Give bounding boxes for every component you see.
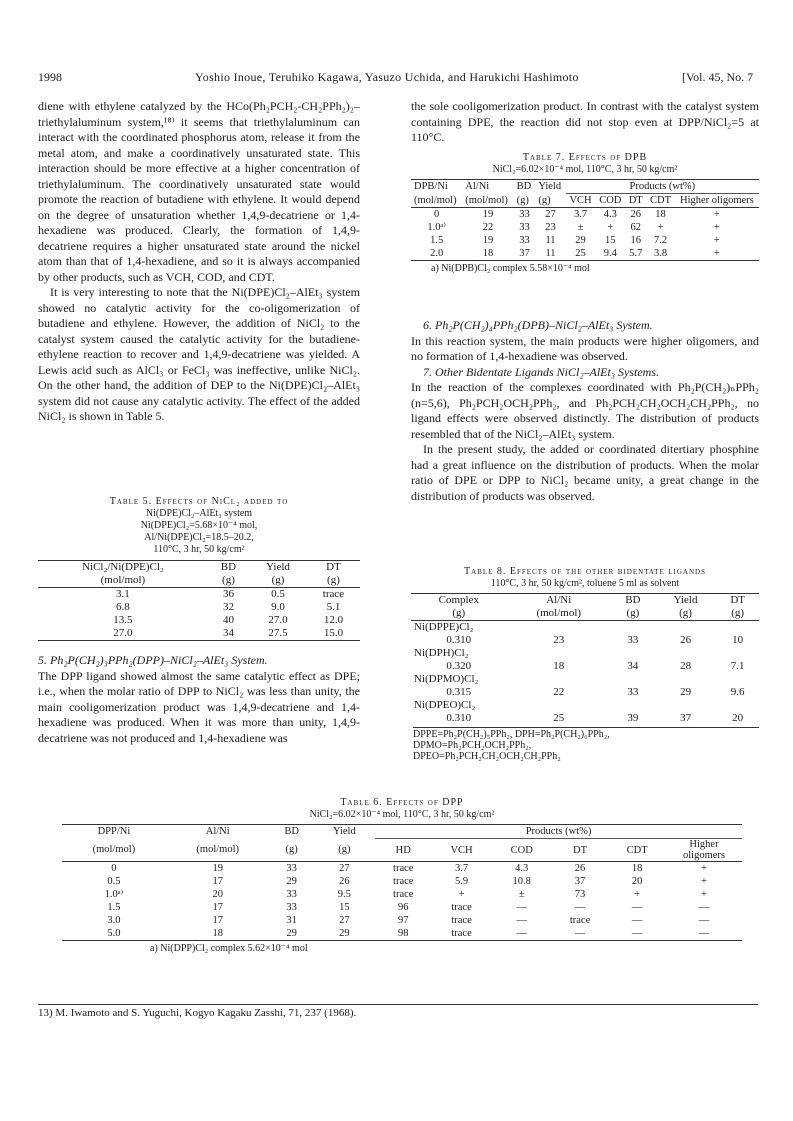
column-header: DT [628, 195, 643, 206]
table-cell: 23 [553, 634, 565, 646]
table-cell: 4.3 [515, 863, 529, 874]
table-cell: 0 [111, 863, 117, 874]
table-row [411, 234, 759, 247]
column-header: NiCl₂/Ni(DPE)Cl₂ [82, 561, 164, 573]
table-cell: 17 [212, 915, 223, 926]
table-cell: 29 [575, 235, 586, 246]
table-cell: — [698, 915, 710, 926]
table-cell: + [701, 863, 707, 874]
table-cell: 29 [286, 876, 297, 887]
column-unit: (g) [222, 574, 235, 586]
table-row [411, 621, 759, 635]
table-cell: 37 [680, 712, 692, 724]
reference-text: 13) M. Iwamoto and S. Yuguchi, Kogyo Kagaku Zasshi, 71, 237 (1968). [38, 1007, 357, 1019]
table-cell: 73 [574, 889, 586, 900]
table-cell: 9.5 [337, 889, 351, 900]
column-header: Yield [266, 561, 290, 573]
table-cell: 16 [630, 235, 641, 246]
table-cell: — [574, 928, 586, 939]
table-cell: + [713, 248, 720, 259]
column-header: Higher oligomers [679, 195, 754, 206]
table-cell: 19 [482, 235, 494, 246]
table-caption: Table 7. Effects of DPB [522, 152, 648, 163]
table-7 [411, 152, 759, 274]
table-cell: 1.5 [107, 902, 121, 913]
table-row [62, 862, 742, 876]
table-cell: 33 [627, 686, 639, 698]
table-cell: 5.9 [454, 876, 469, 887]
column-unit: (g) [271, 574, 285, 586]
table-cell: 18 [553, 660, 565, 672]
column-header: BD [516, 181, 532, 193]
table-cell: 33 [286, 889, 297, 900]
table-footnote: a) Ni(DPP)Cl₂ complex 5.62×10⁻⁴ mol [150, 943, 308, 954]
right-column [411, 99, 759, 146]
table-caption: Al/Ni(DPE)Cl₂=18.5–20.2, [144, 532, 254, 543]
table-cell: 1.5 [430, 235, 444, 246]
table-caption: Ni(DPE)Cl₂=5.68×10⁻⁴ mol, [140, 520, 258, 531]
table-cell: 2.0 [430, 248, 444, 259]
table-cell: — [631, 902, 643, 913]
table-cell: — [516, 915, 527, 926]
table-cell: + [657, 222, 664, 233]
table-cell: + [701, 876, 707, 887]
table-cell: 22 [482, 222, 494, 233]
paragraph: The DPP ligand showed almost the same catalytic effect as DPE; i.e., when the molar ratio of DPP to NiCl₂ was less than unity, the main cooligomerization product was 1,4,9-decatriene and 1,4-hexadiene was produced. When it was more than unity, 1,4,9-decatriene was not produced and 1,4-hexadiene was [38, 668, 360, 745]
table-caption: Table 6. Effects of DPP [340, 797, 464, 808]
table-row [62, 875, 742, 888]
table-caption: NiCl₂=6.02×10⁻⁴ mol, 110°C, 3 hr, 50 kg/cm² [309, 809, 495, 820]
table-cell: 25 [575, 248, 586, 259]
table-cell: 20 [631, 876, 643, 887]
table-cell: 10.8 [512, 876, 531, 887]
table-row [411, 712, 759, 725]
column-header: CDT [626, 844, 648, 856]
table-cell: 32 [222, 601, 234, 613]
table-cell: 0.310 [446, 712, 472, 724]
reference [38, 1004, 758, 1019]
table-cell: 27.5 [268, 627, 288, 639]
table-row [38, 614, 360, 627]
data-table [411, 179, 759, 261]
column-header: Al/Ni [546, 594, 572, 606]
data-table [411, 593, 759, 725]
right-column-middle [411, 318, 759, 504]
table-cell: 5.0 [107, 928, 121, 939]
table-row [62, 927, 742, 941]
table-cell: trace [393, 889, 414, 900]
table-cell: 9.6 [730, 686, 745, 698]
table-cell: 3.0 [107, 915, 121, 926]
column-unit: (mol/mol) [414, 194, 457, 206]
table-caption: Ni(DPE)Cl₂–AlEt₃ system [145, 508, 253, 519]
table-cell: + [458, 889, 465, 900]
section-title: 6. Ph₂P(CH₂)₄PPh₂(DPB)–NiCl₂–AlEt₃ System. [423, 318, 653, 332]
table-note: DPMO=Ph₂PCH₂OCH₂PPh₂, [413, 740, 532, 751]
table-cell: 15.0 [323, 627, 344, 639]
table-cell: 0.315 [446, 686, 472, 698]
left-column [38, 99, 360, 425]
table-cell: 18 [482, 248, 494, 259]
table-cell: 20 [732, 712, 744, 724]
table-cell: 0.320 [446, 660, 472, 672]
table-cell: 3.7 [454, 863, 469, 874]
complex-name: Ni(DPEO)Cl₂ [414, 699, 476, 711]
table-cell: + [713, 209, 720, 220]
column-unit: (g) [516, 194, 529, 206]
column-unit: (mol/mol) [536, 607, 582, 619]
table-cell: 20 [212, 889, 223, 900]
column-header: DPB/Ni [414, 181, 448, 193]
table-row [411, 247, 759, 261]
table-row [62, 888, 742, 901]
table-cell: 28 [680, 660, 692, 672]
table-cell: 7.1 [730, 660, 745, 672]
table-row [411, 660, 759, 673]
table-cell: trace [393, 876, 414, 887]
table-cell: 0.310 [446, 634, 472, 646]
column-unit: (g) [285, 844, 298, 856]
column-header: VCH [569, 195, 592, 206]
table-cell: 36 [222, 588, 234, 600]
table-footnote: a) Ni(DPB)Cl₂ complex 5.58×10⁻⁴ mol [431, 263, 590, 274]
column-header: Al/Ni [205, 826, 230, 838]
table-cell: 18 [212, 928, 223, 939]
table-cell: 97 [398, 915, 409, 926]
table-cell: 12.0 [323, 614, 344, 626]
complex-name: Ni(DPMO)Cl₂ [414, 673, 479, 685]
column-header: COD [510, 844, 533, 856]
page-number: 1998 [38, 70, 62, 84]
table-cell: — [631, 915, 643, 926]
table-cell: 98 [398, 928, 409, 939]
paragraph: In this reaction system, the main products were higher oligomers, and no formation of 1,4-hexadiene was observed. [411, 333, 759, 363]
paragraph: In the present study, the added or coordinated ditertiary phosphine had a great influence on the distribution of products. When the molar ratio of DPE or DPP to NiCl₂ became unity, a great change in the distribution of products was observed. [411, 442, 759, 503]
column-header: COD [599, 195, 622, 206]
table-row [411, 221, 759, 234]
column-unit: (g) [731, 607, 745, 619]
table-cell: 33 [519, 222, 530, 233]
table-cell: 26 [574, 863, 586, 874]
column-header: Yield [332, 826, 356, 838]
column-header: DT [730, 594, 745, 606]
table-row [411, 673, 759, 686]
table-cell: trace [451, 902, 472, 913]
table-cell: 0.5 [271, 588, 285, 600]
table-cell: 11 [545, 235, 556, 246]
table-row [411, 208, 759, 222]
table-cell: 6.8 [116, 601, 130, 613]
table-cell: 5.1 [326, 601, 341, 613]
table-cell: 62 [630, 222, 641, 233]
table-cell: — [516, 902, 527, 913]
column-unit: (mol/mol) [465, 194, 508, 206]
table-cell: 25 [553, 712, 565, 724]
table-row [62, 914, 742, 927]
table-cell: 17 [212, 902, 223, 913]
column-header: VCH [450, 844, 473, 856]
table-cell: 11 [545, 248, 556, 259]
table-cell: trace [569, 915, 591, 926]
table-cell: 29 [680, 686, 692, 698]
table-cell: trace [322, 588, 345, 600]
table-cell: 96 [398, 902, 409, 913]
data-table [38, 560, 360, 641]
table-cell: 34 [222, 627, 234, 639]
table-cell: + [634, 889, 641, 900]
table-cell: 19 [482, 209, 494, 220]
table-cell: 26 [339, 876, 350, 887]
table-cell: + [713, 235, 720, 246]
table-row [411, 634, 759, 647]
column-unit: (mol/mol) [92, 844, 136, 856]
table-cell: 15 [605, 235, 616, 246]
column-unit: (g) [338, 844, 351, 856]
table-cell: 1.0ᵃ⁾ [427, 222, 446, 233]
table-cell: + [713, 222, 720, 233]
table-cell: 27 [339, 863, 350, 874]
table-cell: 39 [627, 712, 639, 724]
table-caption: 110°C, 3 hr, 50 kg/cm² [153, 544, 245, 555]
table-cell: — [574, 902, 586, 913]
table-cell: 22 [553, 686, 565, 698]
column-unit: (mol/mol) [196, 844, 240, 856]
table-cell: 18 [655, 209, 666, 220]
table-caption: 110°C, 3 hr, 50 kg/cm², toluene 5 ml as solvent [490, 578, 680, 589]
table-cell: 27.0 [268, 614, 288, 626]
complex-name: Ni(DPH)Cl₂ [414, 647, 469, 659]
table-cell: 34 [627, 660, 639, 672]
table-cell: 23 [545, 222, 556, 233]
column-unit: (g) [538, 194, 551, 206]
table-row [411, 699, 759, 712]
table-cell: 27.0 [113, 627, 133, 639]
table-cell: ± [518, 889, 525, 900]
table-cell: 31 [286, 915, 297, 926]
table-cell: 15 [339, 902, 350, 913]
running-authors: Yoshio Inoue, Teruhiko Kagawa, Yasuzo Uchida, and Harukichi Hashimoto [195, 70, 579, 84]
table-cell: — [698, 902, 710, 913]
table-cell: 10 [732, 634, 744, 646]
section-title: 5. Ph₂P(CH₂)₃PPh₂(DPP)–NiCl₂–AlEt₃ System. [38, 653, 268, 667]
table-cell: 9.4 [603, 248, 617, 259]
column-header: CDT [650, 195, 671, 206]
column-header: Higher oligomers [683, 839, 725, 861]
column-header: Yield [538, 181, 562, 193]
table-cell: 37 [574, 876, 586, 887]
table-row [38, 588, 360, 602]
table-cell: trace [451, 928, 472, 939]
table-cell: 26 [630, 209, 641, 220]
table-cell: 33 [627, 634, 639, 646]
volume-label: [Vol. 45, No. 7 [682, 70, 754, 84]
table-cell: 19 [212, 863, 223, 874]
column-unit: (g) [626, 607, 640, 619]
table-row [411, 686, 759, 699]
table-cell: + [607, 222, 614, 233]
table-caption: Table 8. Effects of the other bidentate ligands [464, 566, 706, 577]
table-cell: 3.8 [653, 248, 668, 259]
table-cell: 7.2 [653, 235, 668, 246]
table-cell: + [701, 889, 707, 900]
left-column-lower [38, 653, 360, 746]
column-header: Al/Ni [465, 181, 490, 193]
column-header: Yield [673, 594, 698, 606]
column-unit: (mol/mol) [100, 574, 146, 586]
column-unit: (g) [327, 574, 340, 586]
column-header: Complex [438, 594, 479, 606]
table-cell: 27 [545, 209, 556, 220]
paragraph: It is very interesting to note that the Ni(DPE)Cl₂–AlEt₃ system showed no catalytic activity for the co-oligomerization of butadiene and ethylene. However, the addition of NiCl₂ to the catalyst system caused the catalytic activity for the butadiene-ethylene reaction to recover and 1,4,9-decatriene was yielded. A Lewis acid such as AlCl₃ or FeCl₃ was ineffective, unlike NiCl₂. On the other hand, the addition of DEP to the Ni(DPE)Cl₂–AlEt₃ system did not cause any catalytic activity. The effect of the added NiCl₂ is shown in Table 5. [38, 285, 360, 423]
table-cell: 3.1 [116, 588, 130, 600]
table-cell: — [516, 928, 527, 939]
table-cell: 33 [286, 863, 297, 874]
data-table [62, 824, 742, 941]
paragraph: the sole cooligomerization product. In contrast with the catalyst system containing DPE, the reaction did not stop even at DPP/NiCl₂=5 at 110°C. [411, 99, 759, 144]
table-cell: 4.3 [603, 209, 617, 220]
section-title: 7. Other Bidentate Ligands NiCl₂–AlEt₃ Systems. [423, 364, 659, 379]
paragraph: diene with ethylene catalyzed by the HCo(Ph₂PCH₂-CH₂PPh₂)₂–triethylaluminum system,¹⁸⁾ it seems that triethylaluminum can interact with the coordinated phosphorus atom, release it from the metal atom, and make a coordinatively unsaturated state. This interaction should be more effective at a higher concentration of triethylaluminum. The coordinatively unsaturated state would promote the reaction of butadiene with ethylene. It would depend on the degree of unsaturation whether 1,4,9-decatriene or 1,4-hexadiene was produced. Clearly, the formation of 1,4,9-decatriene requires a higher unsaturated state around the nickel atom than that of 1,4-hexadiene, and so it is always accompanied by other products, such as VCH, COD, and CDT. [38, 99, 360, 284]
column-header: DT [326, 561, 341, 573]
column-header: DT [573, 844, 588, 856]
table-row [62, 901, 742, 914]
table-6 [62, 797, 742, 954]
table-cell: 33 [519, 235, 530, 246]
table-cell: 40 [222, 614, 234, 626]
table-row [38, 601, 360, 614]
table-cell: 29 [286, 928, 297, 939]
table-note: DPPE=Ph₂P(CH₂)₅PPh₂, DPH=Ph₂P(CH₂)₆PPh₂, [413, 729, 610, 740]
table-caption: Table 5. Effects of NiCl₂ added to [109, 496, 289, 507]
table-row [411, 647, 759, 660]
table-5 [38, 496, 360, 641]
table-cell: — [698, 928, 710, 939]
table-cell: 9.0 [271, 601, 285, 613]
column-unit: (g) [452, 607, 466, 619]
column-unit: (g) [679, 607, 692, 619]
table-cell: trace [451, 915, 472, 926]
table-cell: 13.5 [113, 614, 133, 626]
table-cell: 1.0ᵃ⁾ [104, 889, 124, 900]
table-cell: trace [393, 863, 414, 874]
table-cell: 26 [680, 634, 692, 646]
table-cell: 17 [212, 876, 223, 887]
table-note: DPEO=Ph₂PCH₂CH₂OCH₂CH₂PPh₂ [413, 751, 561, 762]
paragraph: In the reaction of the complexes coordinated with Ph₂P(CH₂)ₙPPh₂ (n=5,6), Ph₂PCH₂OCH₂PPh₂, and Ph₂PCH₂CH₂OCH₂CH₂PPh₂, no ligand effects were observed distinctly. The distribution of products resembled that of the NiCl₂–AlEt₃ system. [411, 380, 759, 441]
table-cell: 33 [286, 902, 297, 913]
table-cell: 27 [339, 915, 350, 926]
table-cell: 18 [631, 863, 643, 874]
column-header: DPP/Ni [97, 826, 131, 838]
column-header: BD [284, 826, 299, 838]
table-8 [411, 566, 759, 762]
table-cell: 0.5 [107, 876, 121, 887]
table-row [38, 627, 360, 641]
column-header: BD [625, 594, 641, 606]
table-cell: 3.7 [573, 209, 588, 220]
table-caption: NiCl₂=6.02×10⁻⁴ mol, 110°C, 3 hr, 50 kg/cm² [492, 164, 678, 175]
column-header: Products (wt%) [566, 180, 759, 194]
column-header: BD [220, 561, 237, 573]
complex-name: Ni(DPPE)Cl₂ [414, 621, 474, 633]
table-cell: 33 [519, 209, 530, 220]
table-cell: 0 [434, 209, 440, 220]
column-header: HD [395, 844, 411, 856]
table-cell: 37 [519, 248, 530, 259]
column-header: Products (wt%) [375, 825, 742, 839]
table-cell: 29 [339, 928, 350, 939]
table-cell: 5.7 [629, 248, 643, 259]
table-cell: ± [577, 222, 584, 233]
table-cell: — [631, 928, 643, 939]
